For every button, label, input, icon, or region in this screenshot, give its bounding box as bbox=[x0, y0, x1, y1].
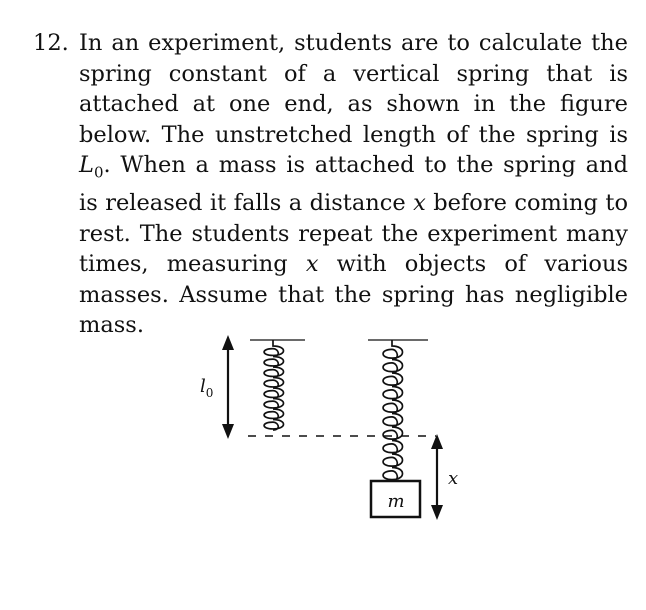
math-variable: x bbox=[305, 251, 319, 277]
displacement-arrow bbox=[431, 434, 443, 520]
length-label: $l_0$ bbox=[200, 376, 214, 400]
math-variable: x bbox=[413, 190, 426, 216]
problem-number: 12. bbox=[33, 30, 69, 56]
text-run: In an experiment, students are to calculate the spring constant of a vertical spring that is attached at one end, as shown in the figure below. The unstretched length of the spring is bbox=[79, 30, 628, 148]
mass-label: m bbox=[387, 491, 405, 512]
displacement-label: x bbox=[448, 468, 459, 489]
text-run: before coming to rest. The students repeat the experiment many times, measuring bbox=[79, 190, 628, 277]
math-variable: L bbox=[79, 152, 94, 178]
length-arrow bbox=[222, 335, 234, 439]
math-subscript: 0 bbox=[93, 163, 104, 182]
text-run: . When a mass is attached to the spring and is released it falls a distance bbox=[79, 152, 628, 216]
text-run: with objects of various masses. Assume that the spring has negligible mass. bbox=[79, 251, 629, 338]
left-spring-coil bbox=[264, 340, 283, 430]
right-spring-coil bbox=[383, 340, 402, 481]
